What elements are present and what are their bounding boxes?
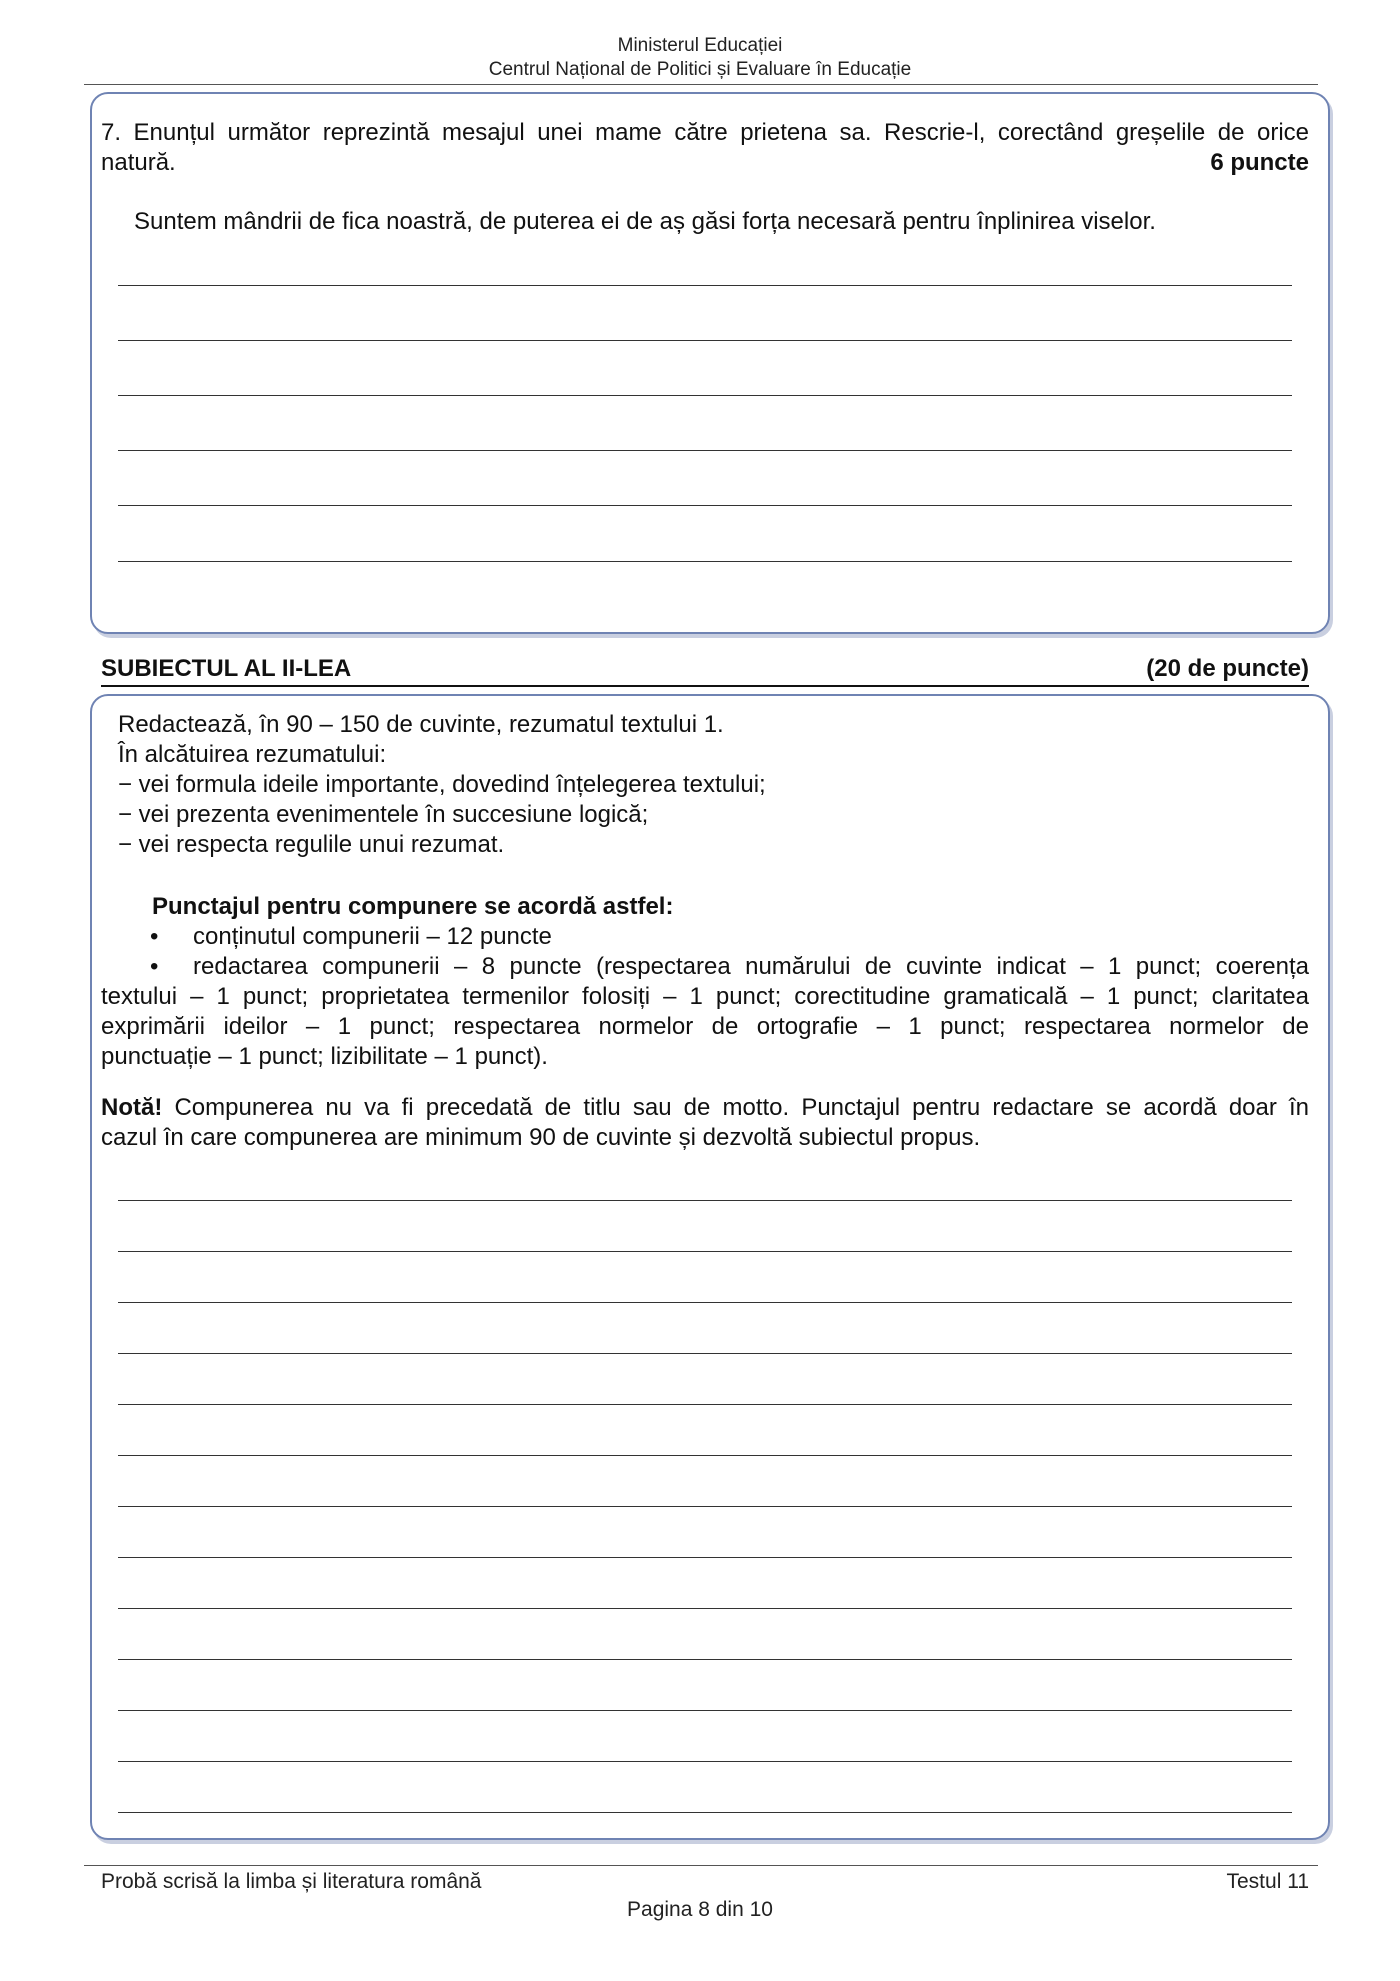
question-7-points: 6 puncte	[1210, 149, 1309, 176]
footer-page-number: Pagina 8 din 10	[627, 1898, 773, 1921]
scoring-bullet-redaction-line4: punctuație – 1 punct; lizibilitate – 1 punct).	[101, 1043, 548, 1070]
answer-line[interactable]	[118, 1506, 1292, 1507]
instruction-line: În alcătuirea rezumatului:	[118, 741, 387, 768]
footer-divider	[84, 1865, 1318, 1866]
question-7-sentence: Suntem mândrii de fica noastră, de puterea ei de aș găsi forța necesară pentru înplinirea viselor.	[134, 208, 1156, 235]
answer-line[interactable]	[118, 1557, 1292, 1558]
scoring-bullet-content: conținutul compunerii – 12 puncte	[193, 923, 552, 950]
bullet-icon: •	[150, 923, 159, 950]
answer-line[interactable]	[118, 1761, 1292, 1762]
scoring-bullet-redaction-line1: redactarea compunerii – 8 puncte (respectarea numărului de cuvinte indicat – 1 punct; coerența	[193, 953, 1309, 980]
header-center: Centrul Național de Politici și Evaluare în Educație	[488, 59, 912, 80]
answer-line[interactable]	[118, 1200, 1292, 1201]
question-7-prompt-line1: 7. Enunțul următor reprezintă mesajul unei mame către prietena sa. Rescrie-l, corectând greșelile de orice	[101, 119, 1309, 146]
instruction-line: − vei formula ideile importante, dovedind înțelegerea textului;	[118, 771, 766, 798]
header-ministry: Ministerul Educației	[617, 35, 783, 56]
answer-line[interactable]	[118, 1251, 1292, 1252]
note-line1	[101, 1093, 1309, 1122]
question-7-box	[90, 92, 1330, 634]
answer-line[interactable]	[118, 395, 1292, 396]
section-2-title-bar	[101, 653, 1309, 687]
note-label: Notă!	[101, 1094, 163, 1121]
instruction-line: − vei respecta regulile unui rezumat.	[118, 831, 505, 858]
footer-exam-name: Probă scrisă la limba și literatura română	[101, 1870, 482, 1893]
answer-line[interactable]	[118, 1302, 1292, 1303]
header-divider	[84, 84, 1318, 85]
note-text: Compunerea nu va fi precedată de titlu sau de motto. Punctajul pentru redactare se acordă doar în	[162, 1094, 1309, 1121]
answer-line[interactable]	[118, 1812, 1292, 1813]
answer-line[interactable]	[118, 1659, 1292, 1660]
answer-line[interactable]	[118, 285, 1292, 286]
answer-line[interactable]	[118, 1710, 1292, 1711]
scoring-bullet-redaction-line2: textului – 1 punct; proprietatea termenilor folosiți – 1 punct; corectitudine gramaticală – 1 punct; claritatea	[101, 983, 1309, 1010]
scoring-bullet-redaction-line3: exprimării ideilor – 1 punct; respectarea normelor de ortografie – 1 punct; respectarea normelor de	[101, 1013, 1309, 1040]
bullet-icon: •	[150, 953, 159, 980]
section-2-points: (20 de puncte)	[1146, 655, 1309, 682]
question-7-prompt-line2: natură.	[101, 149, 176, 176]
answer-line[interactable]	[118, 561, 1292, 562]
answer-line[interactable]	[118, 1404, 1292, 1405]
footer-test-number: Testul 11	[1226, 1870, 1309, 1893]
answer-line[interactable]	[118, 1608, 1292, 1609]
section-2-title: SUBIECTUL AL II-LEA	[101, 655, 352, 682]
answer-line[interactable]	[118, 505, 1292, 506]
instruction-line: − vei prezenta evenimentele în succesiune logică;	[118, 801, 649, 828]
answer-line[interactable]	[118, 450, 1292, 451]
section-2-box	[90, 694, 1330, 1840]
answer-line[interactable]	[118, 340, 1292, 341]
answer-line[interactable]	[118, 1353, 1292, 1354]
note-line2: cazul în care compunerea are minimum 90 de cuvinte și dezvoltă subiectul propus.	[101, 1124, 981, 1151]
scoring-title: Punctajul pentru compunere se acordă astfel:	[152, 893, 674, 920]
instruction-line: Redactează, în 90 – 150 de cuvinte, rezumatul textului 1.	[118, 711, 724, 738]
answer-line[interactable]	[118, 1455, 1292, 1456]
